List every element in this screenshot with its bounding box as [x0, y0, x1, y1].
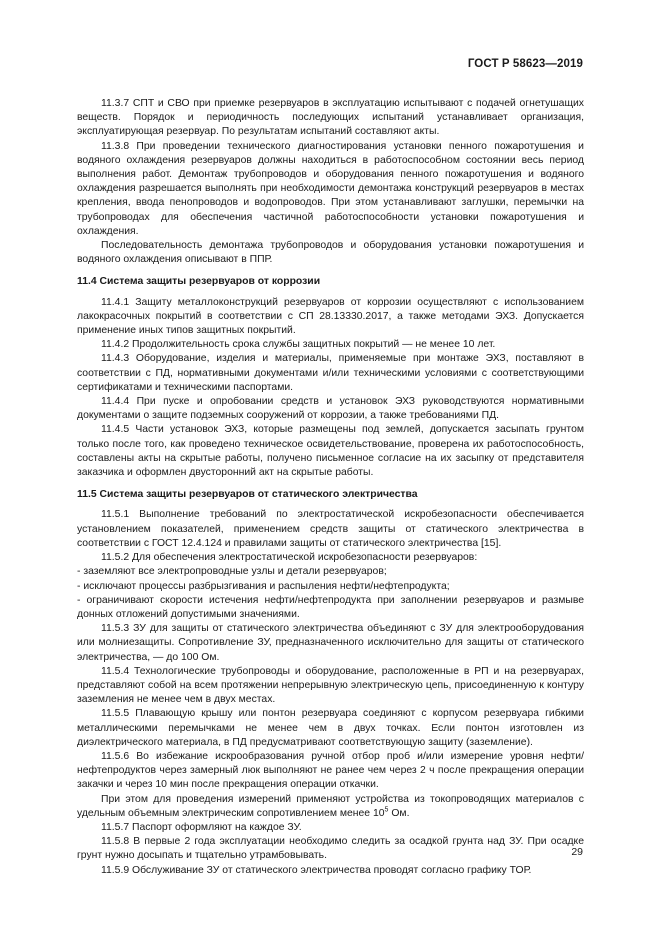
paragraph-11-4-5: 11.4.5 Части установок ЭХЗ, которые размещены под землей, допускается засыпать грунтом только после того, как проведено техническое освидетельствование, проверена их работоспособность, составлены акты на скрытые работы, получено письменное согласие на их засыпку от представителя заказчика и оформлен двусторонний акт на скрытые работы. [77, 424, 584, 479]
list-item: - ограничивают скорости истечения нефти/нефтепродукта при заполнении резервуаров и размыве донных отложений допустимыми значениями. [77, 594, 584, 620]
paragraph-11-5-4: 11.5.4 Технологические трубопроводы и оборудование, расположенные в РП и на резервуарах, представляют собой на всем протяжении непрерывную электрическую цепь, присоединенную к контуру заземления не менее чем в двух местах. [77, 665, 584, 706]
paragraph-11-4-1: 11.4.1 Защиту металлоконструкций резервуаров от коррозии осуществляют с использованием лакокрасочных покрытий в соответствии с СП 28.13330.2017, а также методами ЭХЗ. Допускается применение иных типов защитных покрытий. [77, 296, 584, 337]
paragraph-11-5-5: 11.5.5 Плавающую крышу или понтон резервуара соединяют с корпусом резервуара гибкими металлическими перемычками не менее чем в двух точках. Если понтон изготовлен из диэлектрического материала, в ПД предусматривают соответствующую защиту (заземление). [77, 708, 584, 748]
list-item: - заземляют все электропроводные узлы и детали резервуаров; [77, 566, 387, 578]
paragraph-11-5-8: 11.5.8 В первые 2 года эксплуатации необходимо следить за осадкой грунта над ЗУ. При осадке грунт нужно досыпать и тщательно утрамбовывать. [77, 836, 584, 862]
paragraph-11-4-2: 11.4.2 Продолжительность срока службы защитных покрытий — не менее 10 лет. [101, 339, 496, 351]
paragraph-11-5-6: 11.5.6 Во избежание искрообразования ручной отбор проб и/или измерение уровня нефти/нефтепродуктов через замерный люк выполняют не ранее чем через 2 ч после прекращения операции закачки и через 10 мин после прекращения операции откачки. [77, 750, 584, 791]
paragraph-11-5-1: 11.5.1 Выполнение требований по электростатической искробезопасности обеспечивается установлением показателей, применением средств защиты от статического электричества в соответствии с ГОСТ 12.4.124 и правилами защиты от статического электричества [15]. [77, 509, 584, 549]
paragraph-11-3-7: 11.3.7 СПТ и СВО при приемке резервуаров в эксплуатацию испытывают с подачей огнетушащих веществ. Порядок и периодичность последующих испытаний устанавливает организация, эксплуатирующая резервуар. По результатам испытаний составляют акты. [77, 98, 584, 138]
section-heading-11-5: 11.5 Система защиты резервуаров от статического электричества [77, 489, 418, 501]
paragraph-11-5-3: 11.5.3 ЗУ для защиты от статического электричества объединяют с ЗУ для электрооборудования или молниезащиты. Сопротивление ЗУ, предназначенного исключительно для защиты от статического электричества, — до 100 Ом. [77, 623, 584, 663]
paragraph-11-5-2: 11.5.2 Для обеспечения электростатической искробезопасности резервуаров: [101, 552, 478, 564]
document-header: ГОСТ Р 58623—2019 [467, 58, 583, 70]
page-number: 29 [571, 846, 583, 858]
exponent: 5 [384, 806, 389, 814]
section-heading-11-4: 11.4 Система защиты резервуаров от коррозии [77, 276, 321, 288]
paragraph-11-5-6-continued [77, 793, 584, 821]
list-item: - исключают процессы разбрызгивания и распыления нефти/нефтепродукта; [77, 580, 450, 592]
paragraph-11-3-8-continued: Последовательность демонтажа трубопроводов и оборудования установки пожаротушения и водяного охлаждения описывают в ППР. [77, 240, 584, 266]
page-body [77, 97, 584, 878]
paragraph-11-3-8: 11.3.8 При проведении технического диагностирования установки пенного пожаротушения и водяного охлаждения резервуаров должны находиться в работоспособном состоянии весь период выполнения работ. Демонтаж трубопроводов и оборудования пенного пожаротушения и водяного охлаждения разрешается выполнять при необходимости демонтажа конструкций резервуаров в местах крепления, ввода пенопроводов и водопроводов. При этом устанавливают заглушки, перемычки на трубопроводах для обеспечения частичной работоспособности установки пожаротушения и охлаждения. [77, 140, 584, 237]
paragraph-11-5-9: 11.5.9 Обслуживание ЗУ от статического электричества проводят согласно графику ТОР. [101, 864, 532, 876]
paragraph-11-4-3: 11.4.3 Оборудование, изделия и материалы, применяемые при монтаже ЭХЗ, поставляют в соответствии с ПД, нормативными документами и/или техническими условиями с соответствующими сертификатами и техническими паспортами. [77, 353, 584, 393]
paragraph-11-4-4: 11.4.4 При пуске и опробовании средств и установок ЭХЗ руководствуются нормативными документами о защите подземных сооружений от коррозии, а также требованиями ПД. [77, 396, 584, 422]
resistivity-unit: Ом. [388, 807, 410, 819]
resistivity-text: При этом для проведения измерений применяют устройства из токопроводящих материалов с удельным объемным электрическим сопротивлением менее 10 [77, 793, 584, 819]
paragraph-11-5-7: 11.5.7 Паспорт оформляют на каждое ЗУ. [101, 821, 302, 833]
